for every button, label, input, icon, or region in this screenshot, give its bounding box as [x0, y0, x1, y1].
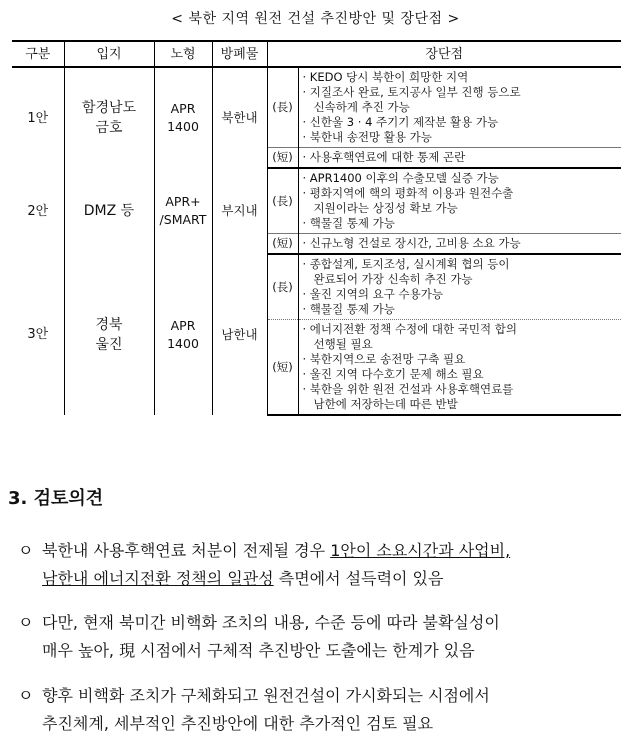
bullet-marker: ㅇ — [18, 686, 34, 705]
pros-tag: (長) — [267, 168, 298, 234]
cons-list: · 사용후핵연료에 대한 통제 곤란 — [298, 148, 621, 169]
table-header-row — [12, 41, 621, 67]
table-row — [12, 254, 621, 320]
waste-cell: 남한내 — [212, 254, 267, 415]
cons-tag: (短) — [267, 320, 298, 416]
review-bullet — [18, 537, 624, 593]
table-row — [12, 67, 621, 148]
bullet-line: ㅇ 북한내 사용후핵연료 처분이 전제될 경우 1안이 소요시간과 사업비, — [18, 537, 624, 565]
option-cell: 2안 — [27, 203, 49, 219]
cons-tag: (短) — [267, 234, 298, 255]
header-waste: 방폐물 — [212, 41, 267, 67]
cons-tag: (短) — [267, 148, 298, 169]
header-pros-cons: 장단점 — [267, 41, 621, 67]
table-title: < 북한 지역 원전 건설 추진방안 및 장단점 > — [171, 11, 460, 27]
section-heading: 3. 검토의견 — [8, 488, 104, 509]
bullet-line: ㅇ 향후 비핵화 조치가 구체화되고 원전건설이 가시화되는 시점에서 — [18, 682, 624, 710]
option-cell: 1안 — [27, 110, 49, 126]
header-site: 입지 — [64, 41, 154, 67]
cons-list: · 에너지전환 정책 수정에 대한 국민적 합의 선행될 필요 · 북한지역으로 송전망 구축 필요 · 울진 지역 다수호기 문제 해소 필요 · 북한을 위한 원전 건설과 사용후핵연료를 남한에 저장하는데 따른 반발 — [298, 320, 621, 416]
waste-cell: 부지내 — [212, 168, 267, 254]
review-bullet — [18, 609, 624, 665]
header-option: 구분 — [12, 41, 64, 67]
pros-list: · KEDO 당시 북한이 희망한 지역 · 지질조사 완료, 토지공사 일부 진행 등으로 신속하게 추진 가능 · 신한울 3 · 4 주기기 제작분 활용 가능 · 북한내 송전망 활용 가능 — [298, 67, 621, 148]
bullet-marker: ㅇ — [18, 541, 34, 560]
pros-tag: (長) — [267, 67, 298, 148]
table-row — [12, 168, 621, 234]
pros-list: · APR1400 이후의 수출모델 실증 가능 · 평화지역에 핵의 평화적 이용과 원전수출 지원이라는 상징성 확보 가능 · 핵물질 통제 가능 — [298, 168, 621, 234]
option-cell: 3안 — [27, 327, 49, 342]
pros-tag: (長) — [267, 254, 298, 320]
comparison-table — [12, 40, 621, 416]
site-cell: 함경남도 금호 — [64, 67, 154, 168]
bullet-line: 추진체계, 세부적인 추진방안에 대한 추가적인 검토 필요 — [42, 714, 434, 733]
bullet-line: 매우 높아, 現 시점에서 구체적 추진방안 도출에는 한계가 있음 — [42, 641, 475, 660]
bullet-marker: ㅇ — [18, 613, 34, 632]
reactor-cell: APR 1400 — [154, 67, 212, 168]
waste-cell: 북한내 — [212, 67, 267, 168]
reactor-cell: APR+ /SMART — [154, 168, 212, 254]
bullet-line: 남한내 에너지전환 정책의 일관성 측면에서 설득력이 있음 — [42, 569, 444, 588]
site-cell: 경북 울진 — [64, 254, 154, 415]
bullet-line: ㅇ 다만, 현재 북미간 비핵화 조치의 내용, 수준 등에 따라 불확실성이 — [18, 609, 624, 637]
site-cell: DMZ 등 — [64, 168, 154, 254]
pros-list: · 종합설계, 토지조성, 실시계획 협의 등이 완료되어 가장 신속히 추진 가능 · 울진 지역의 요구 수용가능 · 핵물질 통제 가능 — [298, 254, 621, 320]
cons-list: · 신규노형 건설로 장시간, 고비용 소요 가능 — [298, 234, 621, 255]
header-reactor: 노형 — [154, 41, 212, 67]
reactor-cell: APR 1400 — [154, 254, 212, 415]
review-bullet — [18, 682, 624, 738]
